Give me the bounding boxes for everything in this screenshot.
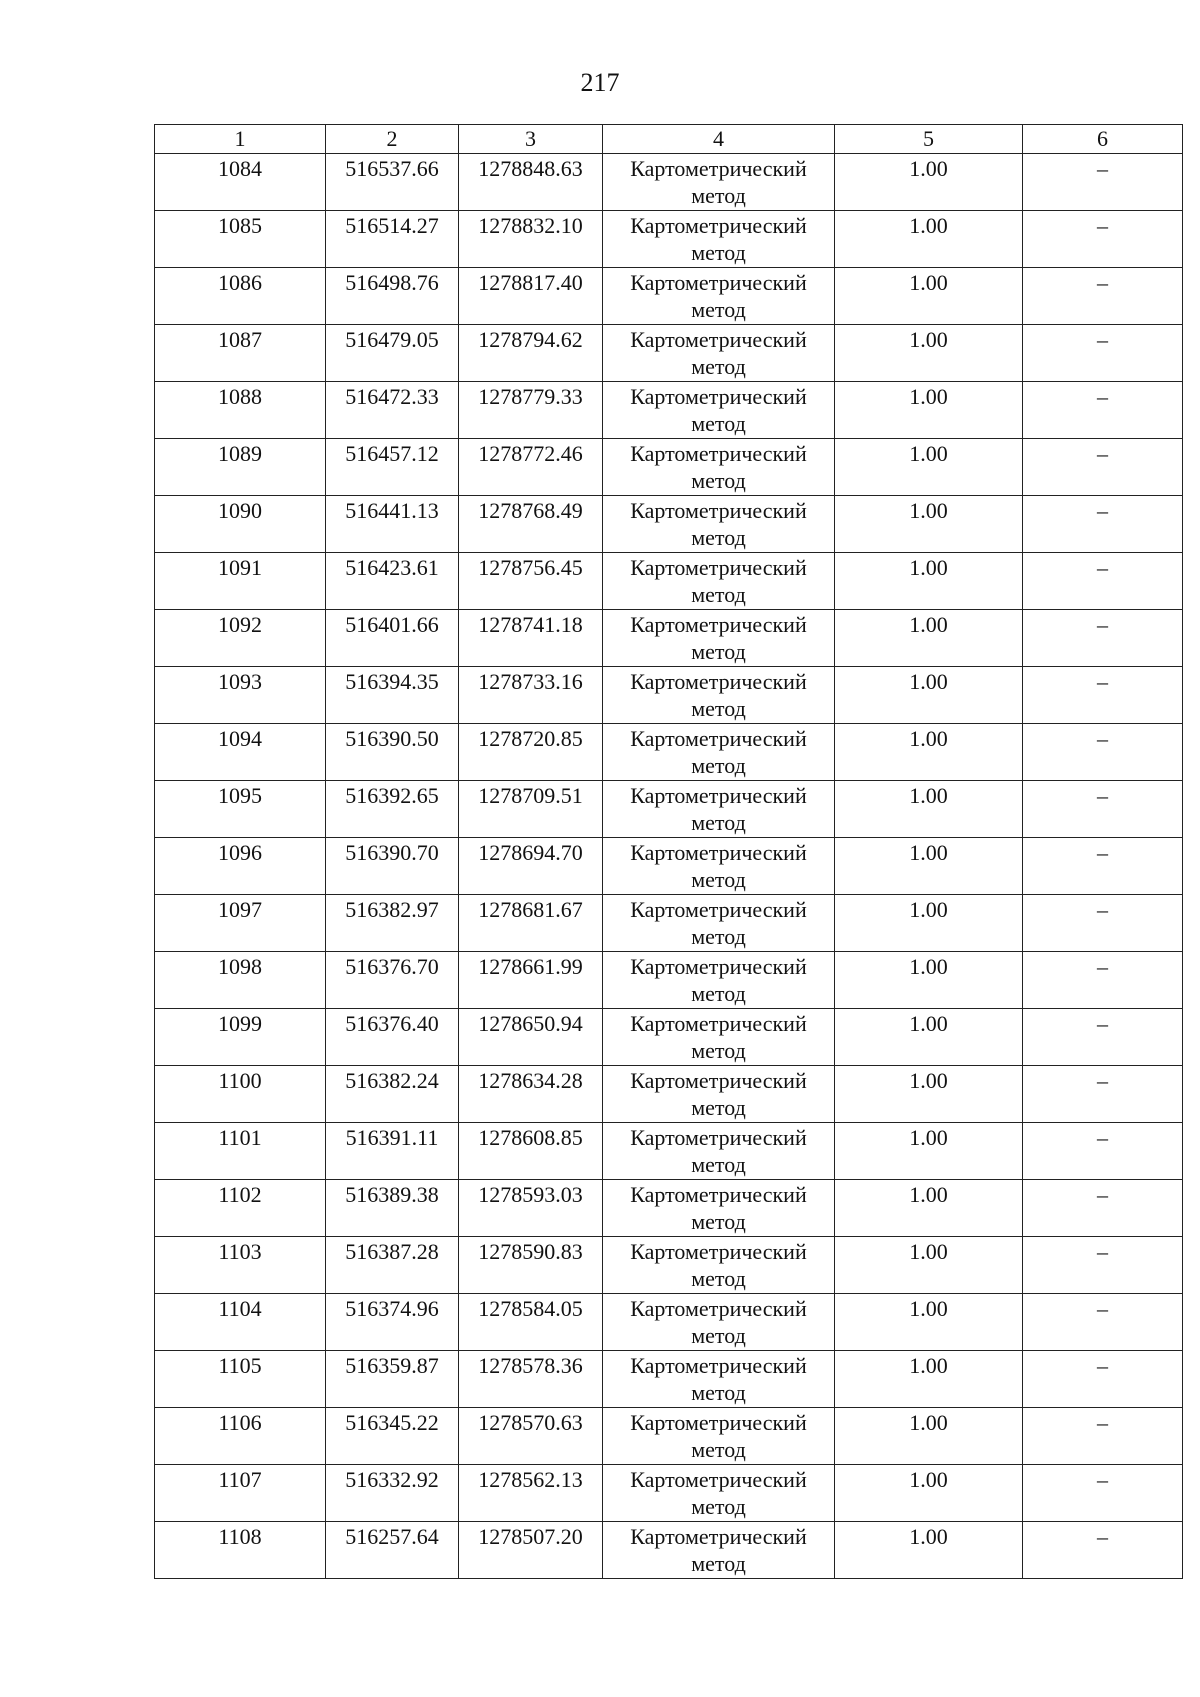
method-text: Картометрический метод — [630, 327, 807, 379]
method-text: Картометрический метод — [630, 1068, 807, 1120]
method-cell — [603, 325, 835, 382]
note-cell — [1023, 895, 1183, 952]
accuracy-cell: 1.00 — [835, 1180, 1023, 1237]
method-cell — [603, 1237, 835, 1294]
accuracy-cell: 1.00 — [835, 1351, 1023, 1408]
x-coordinate-cell: 516441.13 — [326, 496, 459, 553]
point-number-cell: 1087 — [155, 325, 326, 382]
y-coordinate-cell: 1278794.62 — [459, 325, 603, 382]
y-coordinate-cell: 1278779.33 — [459, 382, 603, 439]
column-header: 1 — [155, 125, 326, 154]
y-coordinate-cell: 1278772.46 — [459, 439, 603, 496]
dash-mark: – — [1097, 384, 1108, 409]
method-cell — [603, 211, 835, 268]
dash-mark: – — [1097, 270, 1108, 295]
point-number-cell: 1104 — [155, 1294, 326, 1351]
note-cell — [1023, 1351, 1183, 1408]
note-cell — [1023, 1237, 1183, 1294]
table-row — [155, 154, 1183, 211]
method-text: Картометрический метод — [630, 1011, 807, 1063]
accuracy-cell: 1.00 — [835, 1294, 1023, 1351]
note-cell — [1023, 382, 1183, 439]
dash-mark: – — [1097, 1125, 1108, 1150]
method-cell — [603, 553, 835, 610]
dash-mark: – — [1097, 1011, 1108, 1036]
table-row — [155, 1237, 1183, 1294]
y-coordinate-cell: 1278584.05 — [459, 1294, 603, 1351]
point-number-cell: 1090 — [155, 496, 326, 553]
x-coordinate-cell: 516479.05 — [326, 325, 459, 382]
table-row — [155, 838, 1183, 895]
table-row — [155, 1066, 1183, 1123]
table-row — [155, 553, 1183, 610]
note-cell — [1023, 838, 1183, 895]
point-number-cell: 1096 — [155, 838, 326, 895]
dash-mark: – — [1097, 897, 1108, 922]
note-cell — [1023, 667, 1183, 724]
column-header: 4 — [603, 125, 835, 154]
y-coordinate-cell: 1278733.16 — [459, 667, 603, 724]
dash-mark: – — [1097, 726, 1108, 751]
method-cell — [603, 838, 835, 895]
table-row — [155, 211, 1183, 268]
point-number-cell: 1107 — [155, 1465, 326, 1522]
note-cell — [1023, 496, 1183, 553]
note-cell — [1023, 1009, 1183, 1066]
note-cell — [1023, 1066, 1183, 1123]
point-number-cell: 1094 — [155, 724, 326, 781]
point-number-cell: 1105 — [155, 1351, 326, 1408]
accuracy-cell: 1.00 — [835, 553, 1023, 610]
x-coordinate-cell: 516390.70 — [326, 838, 459, 895]
y-coordinate-cell: 1278768.49 — [459, 496, 603, 553]
dash-mark: – — [1097, 555, 1108, 580]
table-row — [155, 895, 1183, 952]
method-text: Картометрический метод — [630, 1239, 807, 1291]
table-row — [155, 1294, 1183, 1351]
dash-mark: – — [1097, 1524, 1108, 1549]
y-coordinate-cell: 1278817.40 — [459, 268, 603, 325]
method-text: Картометрический метод — [630, 954, 807, 1006]
y-coordinate-cell: 1278694.70 — [459, 838, 603, 895]
method-cell — [603, 781, 835, 838]
dash-mark: – — [1097, 441, 1108, 466]
point-number-cell: 1085 — [155, 211, 326, 268]
dash-mark: – — [1097, 1410, 1108, 1435]
method-cell — [603, 1465, 835, 1522]
method-cell — [603, 952, 835, 1009]
table-row — [155, 325, 1183, 382]
y-coordinate-cell: 1278590.83 — [459, 1237, 603, 1294]
y-coordinate-cell: 1278608.85 — [459, 1123, 603, 1180]
dash-mark: – — [1097, 612, 1108, 637]
accuracy-cell: 1.00 — [835, 1522, 1023, 1579]
dash-mark: – — [1097, 213, 1108, 238]
table-row — [155, 1351, 1183, 1408]
table-row — [155, 952, 1183, 1009]
dash-mark: – — [1097, 669, 1108, 694]
method-text: Картометрический метод — [630, 270, 807, 322]
y-coordinate-cell: 1278661.99 — [459, 952, 603, 1009]
method-cell — [603, 1066, 835, 1123]
method-cell — [603, 154, 835, 211]
point-number-cell: 1106 — [155, 1408, 326, 1465]
note-cell — [1023, 1180, 1183, 1237]
note-cell — [1023, 1123, 1183, 1180]
method-text: Картометрический метод — [630, 669, 807, 721]
note-cell — [1023, 1522, 1183, 1579]
x-coordinate-cell: 516332.92 — [326, 1465, 459, 1522]
method-text: Картометрический метод — [630, 612, 807, 664]
x-coordinate-cell: 516382.97 — [326, 895, 459, 952]
note-cell — [1023, 1465, 1183, 1522]
method-text: Картометрический метод — [630, 840, 807, 892]
method-cell — [603, 496, 835, 553]
x-coordinate-cell: 516387.28 — [326, 1237, 459, 1294]
x-coordinate-cell: 516457.12 — [326, 439, 459, 496]
page-number: 217 — [580, 68, 620, 97]
accuracy-cell: 1.00 — [835, 724, 1023, 781]
table-row — [155, 724, 1183, 781]
dash-mark: – — [1097, 954, 1108, 979]
accuracy-cell: 1.00 — [835, 154, 1023, 211]
accuracy-cell: 1.00 — [835, 382, 1023, 439]
column-header: 5 — [835, 125, 1023, 154]
y-coordinate-cell: 1278562.13 — [459, 1465, 603, 1522]
note-cell — [1023, 154, 1183, 211]
x-coordinate-cell: 516382.24 — [326, 1066, 459, 1123]
table-row — [155, 268, 1183, 325]
table-row — [155, 667, 1183, 724]
table-row — [155, 382, 1183, 439]
point-number-cell: 1091 — [155, 553, 326, 610]
accuracy-cell: 1.00 — [835, 781, 1023, 838]
method-text: Картометрический метод — [630, 783, 807, 835]
accuracy-cell: 1.00 — [835, 1408, 1023, 1465]
table-row — [155, 1009, 1183, 1066]
note-cell — [1023, 724, 1183, 781]
accuracy-cell: 1.00 — [835, 895, 1023, 952]
note-cell — [1023, 211, 1183, 268]
y-coordinate-cell: 1278848.63 — [459, 154, 603, 211]
method-cell — [603, 1180, 835, 1237]
accuracy-cell: 1.00 — [835, 838, 1023, 895]
method-cell — [603, 1294, 835, 1351]
x-coordinate-cell: 516423.61 — [326, 553, 459, 610]
x-coordinate-cell: 516376.70 — [326, 952, 459, 1009]
x-coordinate-cell: 516498.76 — [326, 268, 459, 325]
method-cell — [603, 439, 835, 496]
accuracy-cell: 1.00 — [835, 1066, 1023, 1123]
note-cell — [1023, 268, 1183, 325]
x-coordinate-cell: 516359.87 — [326, 1351, 459, 1408]
coordinates-table — [154, 124, 1183, 1579]
method-text: Картометрический метод — [630, 1296, 807, 1348]
dash-mark: – — [1097, 1467, 1108, 1492]
point-number-cell: 1088 — [155, 382, 326, 439]
x-coordinate-cell: 516374.96 — [326, 1294, 459, 1351]
method-cell — [603, 1522, 835, 1579]
method-cell — [603, 667, 835, 724]
x-coordinate-cell: 516401.66 — [326, 610, 459, 667]
column-header: 6 — [1023, 125, 1183, 154]
dash-mark: – — [1097, 840, 1108, 865]
note-cell — [1023, 952, 1183, 1009]
table-row — [155, 781, 1183, 838]
table-header-row — [155, 125, 1183, 154]
method-text: Картометрический метод — [630, 897, 807, 949]
dash-mark: – — [1097, 327, 1108, 352]
point-number-cell: 1092 — [155, 610, 326, 667]
method-text: Картометрический метод — [630, 156, 807, 208]
method-text: Картометрический метод — [630, 498, 807, 550]
accuracy-cell: 1.00 — [835, 439, 1023, 496]
y-coordinate-cell: 1278681.67 — [459, 895, 603, 952]
y-coordinate-cell: 1278578.36 — [459, 1351, 603, 1408]
y-coordinate-cell: 1278741.18 — [459, 610, 603, 667]
note-cell — [1023, 325, 1183, 382]
point-number-cell: 1084 — [155, 154, 326, 211]
table-row — [155, 1180, 1183, 1237]
method-text: Картометрический метод — [630, 1524, 807, 1576]
y-coordinate-cell: 1278570.63 — [459, 1408, 603, 1465]
y-coordinate-cell: 1278709.51 — [459, 781, 603, 838]
y-coordinate-cell: 1278634.28 — [459, 1066, 603, 1123]
column-header: 2 — [326, 125, 459, 154]
x-coordinate-cell: 516390.50 — [326, 724, 459, 781]
note-cell — [1023, 781, 1183, 838]
dash-mark: – — [1097, 1296, 1108, 1321]
note-cell — [1023, 553, 1183, 610]
dash-mark: – — [1097, 498, 1108, 523]
accuracy-cell: 1.00 — [835, 211, 1023, 268]
x-coordinate-cell: 516394.35 — [326, 667, 459, 724]
method-text: Картометрический метод — [630, 1467, 807, 1519]
point-number-cell: 1097 — [155, 895, 326, 952]
dash-mark: – — [1097, 1182, 1108, 1207]
point-number-cell: 1101 — [155, 1123, 326, 1180]
point-number-cell: 1095 — [155, 781, 326, 838]
x-coordinate-cell: 516376.40 — [326, 1009, 459, 1066]
accuracy-cell: 1.00 — [835, 1123, 1023, 1180]
method-text: Картометрический метод — [630, 1182, 807, 1234]
method-text: Картометрический метод — [630, 1410, 807, 1462]
method-text: Картометрический метод — [630, 1125, 807, 1177]
dash-mark: – — [1097, 1068, 1108, 1093]
table-row — [155, 439, 1183, 496]
y-coordinate-cell: 1278593.03 — [459, 1180, 603, 1237]
x-coordinate-cell: 516392.65 — [326, 781, 459, 838]
x-coordinate-cell: 516257.64 — [326, 1522, 459, 1579]
table-row — [155, 1465, 1183, 1522]
note-cell — [1023, 1294, 1183, 1351]
method-cell — [603, 1351, 835, 1408]
column-header: 3 — [459, 125, 603, 154]
accuracy-cell: 1.00 — [835, 667, 1023, 724]
table-body — [155, 154, 1183, 1579]
accuracy-cell: 1.00 — [835, 1009, 1023, 1066]
method-cell — [603, 382, 835, 439]
method-text: Картометрический метод — [630, 726, 807, 778]
note-cell — [1023, 610, 1183, 667]
accuracy-cell: 1.00 — [835, 268, 1023, 325]
x-coordinate-cell: 516391.11 — [326, 1123, 459, 1180]
method-cell — [603, 1123, 835, 1180]
y-coordinate-cell: 1278756.45 — [459, 553, 603, 610]
dash-mark: – — [1097, 1239, 1108, 1264]
method-cell — [603, 1009, 835, 1066]
method-cell — [603, 1408, 835, 1465]
point-number-cell: 1093 — [155, 667, 326, 724]
x-coordinate-cell: 516472.33 — [326, 382, 459, 439]
table-row — [155, 1123, 1183, 1180]
accuracy-cell: 1.00 — [835, 952, 1023, 1009]
method-text: Картометрический метод — [630, 213, 807, 265]
dash-mark: – — [1097, 783, 1108, 808]
point-number-cell: 1086 — [155, 268, 326, 325]
dash-mark: – — [1097, 156, 1108, 181]
y-coordinate-cell: 1278650.94 — [459, 1009, 603, 1066]
point-number-cell: 1103 — [155, 1237, 326, 1294]
note-cell — [1023, 439, 1183, 496]
method-text: Картометрический метод — [630, 441, 807, 493]
x-coordinate-cell: 516345.22 — [326, 1408, 459, 1465]
method-cell — [603, 610, 835, 667]
y-coordinate-cell: 1278507.20 — [459, 1522, 603, 1579]
accuracy-cell: 1.00 — [835, 610, 1023, 667]
x-coordinate-cell: 516389.38 — [326, 1180, 459, 1237]
point-number-cell: 1102 — [155, 1180, 326, 1237]
point-number-cell: 1099 — [155, 1009, 326, 1066]
accuracy-cell: 1.00 — [835, 1237, 1023, 1294]
y-coordinate-cell: 1278832.10 — [459, 211, 603, 268]
x-coordinate-cell: 516514.27 — [326, 211, 459, 268]
table-row — [155, 610, 1183, 667]
note-cell — [1023, 1408, 1183, 1465]
method-cell — [603, 724, 835, 781]
table-row — [155, 1522, 1183, 1579]
dash-mark: – — [1097, 1353, 1108, 1378]
method-text: Картометрический метод — [630, 1353, 807, 1405]
table-row — [155, 496, 1183, 553]
accuracy-cell: 1.00 — [835, 325, 1023, 382]
method-cell — [603, 895, 835, 952]
y-coordinate-cell: 1278720.85 — [459, 724, 603, 781]
point-number-cell: 1100 — [155, 1066, 326, 1123]
point-number-cell: 1089 — [155, 439, 326, 496]
method-text: Картометрический метод — [630, 384, 807, 436]
accuracy-cell: 1.00 — [835, 1465, 1023, 1522]
table-row — [155, 1408, 1183, 1465]
point-number-cell: 1098 — [155, 952, 326, 1009]
x-coordinate-cell: 516537.66 — [326, 154, 459, 211]
accuracy-cell: 1.00 — [835, 496, 1023, 553]
point-number-cell: 1108 — [155, 1522, 326, 1579]
method-text: Картометрический метод — [630, 555, 807, 607]
method-cell — [603, 268, 835, 325]
